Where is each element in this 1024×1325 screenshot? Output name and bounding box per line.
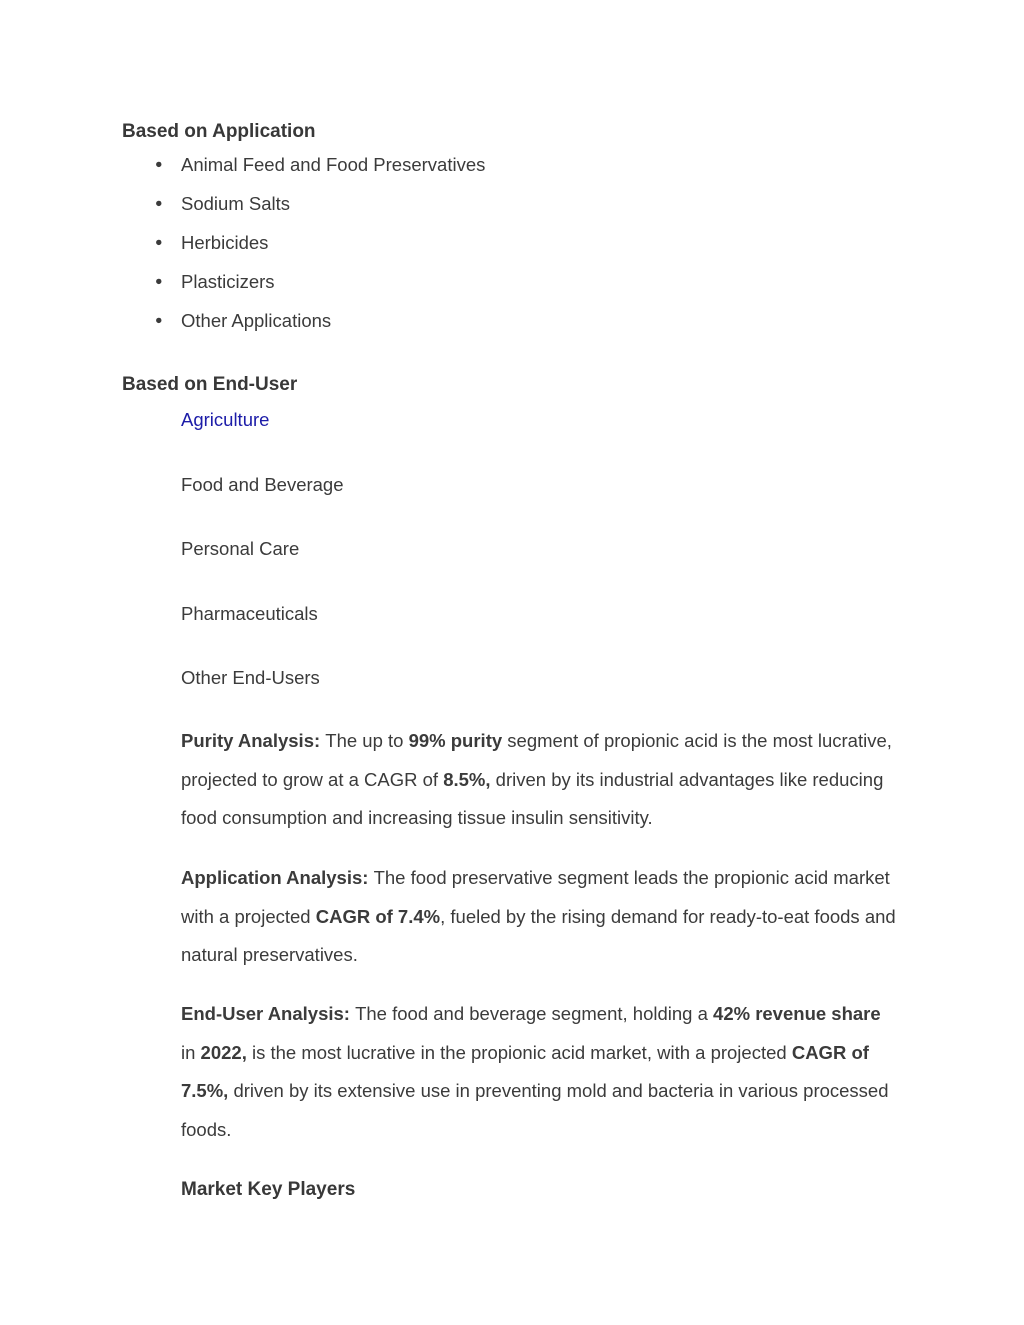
list-item-label: Animal Feed and Food Preservatives [181,154,486,175]
end-user-item-label: Pharmaceuticals [181,602,318,624]
bullet-icon: ● [155,313,163,327]
end-user-item-label: Other End-Users [181,667,320,688]
list-item [122,223,898,262]
list-item-label: Other Applications [181,310,332,331]
end-user-item [122,658,898,697]
list-item [122,145,898,184]
end-user-item-label: Food and Beverage [181,473,344,495]
application-list [122,145,898,340]
list-item-label: Plasticizers [181,271,275,292]
list-item [122,301,898,340]
bullet-icon: ● [155,274,163,288]
end-user-item-label: Personal Care [181,538,300,559]
list-item [122,262,898,301]
agriculture-link[interactable]: Agriculture [181,409,270,430]
list-item [122,184,898,223]
list-item-label: Herbicides [181,232,269,253]
end-user-item [122,400,898,439]
bullet-icon: ● [155,157,163,171]
end-user-item [122,465,898,504]
end-user-analysis-paragraph: End-User Analysis: The food and beverage segment, holding a 42% revenue share in 2022, is the most lucrative in the propionic acid market, with a projected CAGR of 7.5%, driven by its extensive use in preventing mold and bacteria in various processed foods. [181,1003,889,1140]
bullet-icon: ● [155,196,163,210]
end-user-item [122,529,898,568]
application-analysis-paragraph: Application Analysis: The food preservative segment leads the propionic acid market with a projected CAGR of 7.4%, fueled by the rising demand for ready-to-eat foods and natural preservatives. [181,867,896,965]
section-heading-application: Based on Application [122,121,316,142]
list-item-label: Sodium Salts [181,193,290,214]
end-user-list [122,400,898,697]
section-heading-end-user: Based on End-User [122,374,298,395]
end-user-item [122,594,898,633]
section-heading-market-key-players: Market Key Players [181,1179,356,1200]
bullet-icon: ● [155,235,163,249]
purity-analysis-paragraph: Purity Analysis: The up to 99% purity segment of propionic acid is the most lucrative, projected to grow at a CAGR of 8.5%, driven by its industrial advantages like reducing food consumption and increasing tissue insulin sensitivity. [181,730,892,828]
